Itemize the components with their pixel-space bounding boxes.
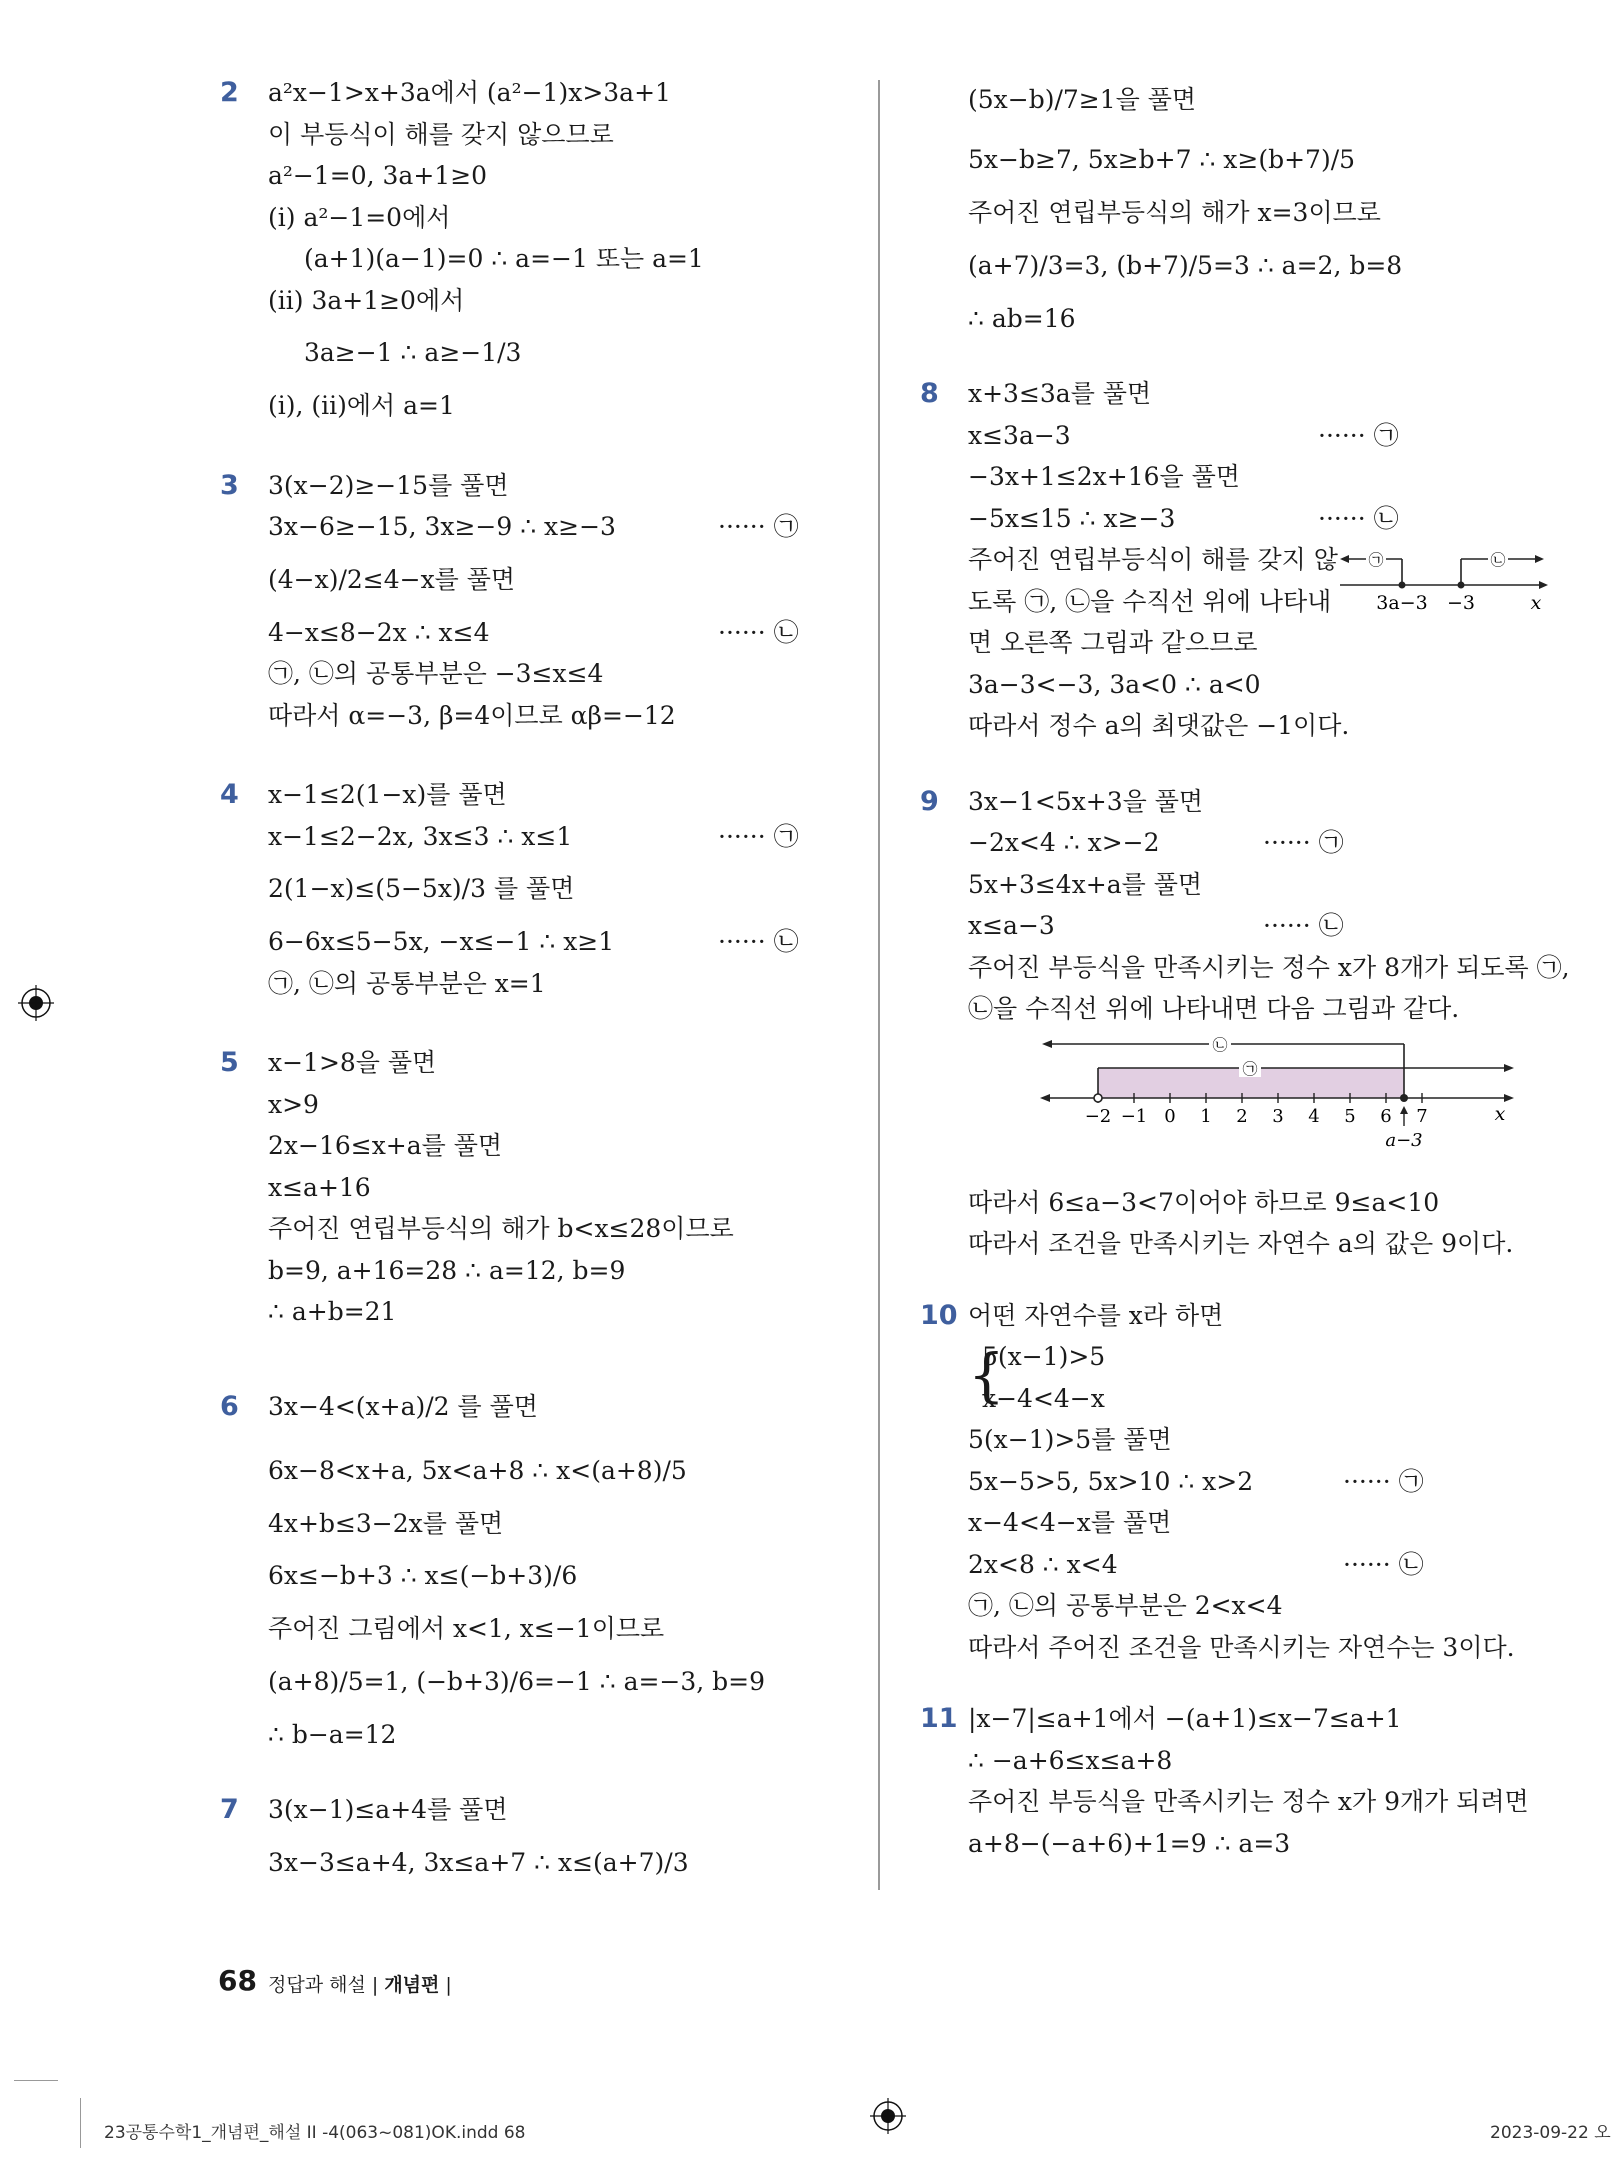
solution-line: 3x−3≤a+4, 3x≤a+7 ∴ x≤(a+7)/3 xyxy=(268,1847,689,1877)
endpoint xyxy=(1399,582,1406,589)
problem-2 xyxy=(218,72,858,427)
solution-line: 3(x−2)≥−15를 풀면 xyxy=(268,470,509,500)
solution-line: x≤a+16 xyxy=(268,1172,371,1202)
footer-separator: | xyxy=(371,1974,379,1996)
print-date: 2023-09-22 오 xyxy=(1490,2123,1611,2143)
solution-line: 어떤 자연수를 x라 하면 xyxy=(968,1300,1224,1330)
problem-7 xyxy=(218,1789,858,1895)
range-2-arrow xyxy=(1535,555,1544,563)
equation-marker: ······ ㉠ xyxy=(1318,420,1399,450)
number-line-9 xyxy=(1038,1036,1538,1174)
solution-line: 도록 ㉠, ㉡을 수직선 위에 나타내 xyxy=(968,586,1332,616)
solution-line: 4−x≤8−2x ∴ x≤4 xyxy=(268,617,490,647)
solution-line: −5x≤15 ∴ x≥−3 xyxy=(968,503,1176,533)
footer-separator: | xyxy=(445,1974,452,1996)
axis-arrow-left xyxy=(1040,1094,1050,1102)
trim-mark xyxy=(14,2080,58,2081)
pointer-arrow xyxy=(1400,1106,1408,1114)
range-1-arrow xyxy=(1340,555,1349,563)
equation-marker: ······ ㉠ xyxy=(1263,828,1344,857)
tick-label: 1 xyxy=(1200,1105,1212,1127)
right-column xyxy=(918,72,1570,1864)
solution-line: 3x−1<5x+3을 풀면 xyxy=(968,786,1204,816)
footer-section: 정답과 해설 xyxy=(268,1974,366,1996)
solution-line: 따라서 α=−3, β=4이므로 αβ=−12 xyxy=(268,700,676,730)
solution-line: (a+8)/5=1, (−b+3)/6=−1 ∴ a=−3, b=9 xyxy=(268,1666,766,1696)
solution-line: 따라서 주어진 조건을 만족시키는 자연수는 3이다. xyxy=(968,1632,1515,1662)
solution-line: 5x−b≥7, 5x≥b+7 ∴ x≥(b+7)/5 xyxy=(968,145,1356,174)
problem-10 xyxy=(918,1295,1558,1669)
solution-line: 5x+3≤4x+a를 풀면 xyxy=(968,869,1203,899)
solution-line: 6−6x≤5−5x, −x≤−1 ∴ x≥1 xyxy=(268,927,615,956)
solution-line: 2(1−x)≤(5−5x)/3 를 풀면 xyxy=(268,874,575,903)
solution-line: (ⅰ), (ⅱ)에서 a=1 xyxy=(268,391,455,420)
solution-line: 6x−8<x+a, 5x<a+8 ∴ x<(a+8)/5 xyxy=(268,1455,687,1485)
solution-line: 6x≤−b+3 ∴ x≤(−b+3)/6 xyxy=(268,1561,578,1590)
equation-marker: ······ ㉡ xyxy=(718,617,799,647)
column-divider xyxy=(878,80,880,1890)
running-footer xyxy=(268,1970,452,1997)
solution-line: −3x+1≤2x+16을 풀면 xyxy=(968,462,1240,491)
problem-8 xyxy=(918,373,1558,747)
problem-9 xyxy=(918,781,1570,1265)
solution-line: 이 부등식이 해를 갖지 않으므로 xyxy=(268,119,614,149)
system-of-inequalities xyxy=(968,1336,1558,1419)
solution-line: 5(x−1)>5 xyxy=(982,1342,1106,1371)
solution-line: ∴ ab=16 xyxy=(968,303,1076,333)
tag-2: ㉡ xyxy=(1490,551,1506,569)
registration-mark-icon xyxy=(870,2098,906,2134)
tick-label: −2 xyxy=(1084,1105,1112,1127)
solution-line: (a+7)/3=3, (b+7)/5=3 ∴ a=2, b=8 xyxy=(968,250,1403,280)
solution-line: 주어진 연립부등식이 해를 갖지 않 xyxy=(968,545,1338,574)
solution-line: 5x−5>5, 5x>10 ∴ x>2 xyxy=(968,1466,1254,1496)
tick-label: 7 xyxy=(1416,1105,1428,1127)
solution-line: 주어진 연립부등식의 해가 b<x≤28이므로 xyxy=(268,1214,734,1243)
problem-number: 9 xyxy=(920,785,939,817)
solution-line: 3x−6≥−15, 3x≥−9 ∴ x≥−3 xyxy=(268,512,616,541)
print-slug: 23공통수학1_개념편_해설 II -4(063~081)OK.indd 68 xyxy=(104,2123,526,2143)
tick-label: 5 xyxy=(1344,1105,1356,1127)
solution-line: 4x+b≤3−2x를 풀면 xyxy=(268,1508,504,1538)
solution-line: x−1>8을 풀면 xyxy=(268,1048,437,1077)
solution-line: x−4<4−x xyxy=(982,1383,1105,1413)
equation-marker: ······ ㉡ xyxy=(1263,911,1344,940)
range-b-arrow xyxy=(1042,1040,1052,1048)
equation-marker: ······ ㉡ xyxy=(1318,503,1399,533)
tag-b: ㉡ xyxy=(1212,1035,1228,1054)
left-column xyxy=(218,72,858,1895)
problem-number: 11 xyxy=(920,1703,958,1734)
solution-line: 3x−4<(x+a)/2 를 풀면 xyxy=(268,1391,538,1421)
solution-line: x+3≤3a를 풀면 xyxy=(968,379,1152,408)
solution-line: a+8−(−a+6)+1=9 ∴ a=3 xyxy=(968,1828,1291,1858)
axis-label-x: x xyxy=(1530,592,1542,614)
tick-label: 3 xyxy=(1272,1105,1284,1127)
problem-number: 2 xyxy=(220,77,239,108)
solution-line: |x−7|≤a+1에서 −(a+1)≤x−7≤a+1 xyxy=(968,1704,1402,1733)
equation-marker: ······ ㉠ xyxy=(718,821,799,851)
solution-line: 3a≥−1 ∴ a≥−1/3 xyxy=(304,338,522,367)
tick-label: 4 xyxy=(1308,1105,1320,1127)
tick-label: 0 xyxy=(1164,1105,1176,1127)
problem-3 xyxy=(218,465,858,737)
closed-endpoint xyxy=(1400,1094,1408,1102)
brace: { xyxy=(968,1341,1005,1409)
problem-number: 5 xyxy=(220,1047,239,1078)
tick-label: 2 xyxy=(1236,1105,1248,1127)
solution-line: (ⅱ) 3a+1≥0에서 xyxy=(268,285,465,315)
solution-line: ∴ b−a=12 xyxy=(268,1719,397,1749)
trim-mark xyxy=(80,2098,81,2148)
solution-line: 따라서 조건을 만족시키는 자연수 a의 값은 9이다. xyxy=(968,1229,1514,1258)
problem-7-continued xyxy=(918,72,1558,339)
solution-line: ∴ −a+6≤x≤a+8 xyxy=(968,1745,1173,1775)
solution-line: 따라서 정수 a의 최댓값은 −1이다. xyxy=(968,711,1350,740)
solution-line: 면 오른쪽 그림과 같으므로 xyxy=(968,628,1258,657)
solution-line: (5x−b)/7≥1을 풀면 xyxy=(968,85,1197,114)
open-endpoint xyxy=(1094,1094,1102,1102)
solution-line: 3(x−1)≤a+4를 풀면 xyxy=(268,1795,508,1824)
problem-number: 4 xyxy=(220,779,239,810)
problem-6 xyxy=(218,1375,858,1756)
solution-line: 따라서 6≤a−3<7이어야 하므로 9≤a<10 xyxy=(968,1187,1440,1217)
solution-line: 5(x−1)>5를 풀면 xyxy=(968,1425,1172,1454)
problem-4 xyxy=(218,774,858,1004)
problem-number: 6 xyxy=(220,1390,239,1422)
problem-number: 3 xyxy=(220,469,239,501)
solution-line: 2x−16≤x+a를 풀면 xyxy=(268,1131,503,1160)
page-number: 68 xyxy=(218,1964,257,1997)
footer-part: 개념편 xyxy=(384,1974,440,1996)
equation-marker: ······ ㉠ xyxy=(1343,1466,1424,1496)
number-line-8 xyxy=(1338,549,1550,615)
problem-11 xyxy=(918,1698,1558,1864)
solution-line: b=9, a+16=28 ∴ a=12, b=9 xyxy=(268,1255,626,1285)
solution-line: ㉠, ㉡의 공통부분은 x=1 xyxy=(268,968,546,998)
tick-label: 6 xyxy=(1380,1105,1392,1127)
solution-line: ㉡을 수직선 위에 나타내면 다음 그림과 같다. xyxy=(968,994,1460,1023)
endpoint xyxy=(1458,582,1465,589)
solution-line: 주어진 부등식을 만족시키는 정수 x가 9개가 되려면 xyxy=(968,1787,1529,1816)
axis-arrow xyxy=(1539,581,1548,589)
equation-marker: ······ ㉡ xyxy=(1343,1549,1424,1579)
registration-mark-icon xyxy=(18,985,54,1021)
solution-line: 3a−3<−3, 3a<0 ∴ a<0 xyxy=(968,669,1261,699)
solution-line: a²x−1>x+3a에서 (a²−1)x>3a+1 xyxy=(268,78,671,107)
solution-line: a²−1=0, 3a+1≥0 xyxy=(268,161,488,190)
axis-arrow xyxy=(1504,1094,1514,1102)
solution-line: ㉠, ㉡의 공통부분은 2<x<4 xyxy=(968,1591,1283,1620)
solution-line: 주어진 연립부등식의 해가 x=3이므로 xyxy=(968,198,1381,227)
label-3a-3: 3a−3 xyxy=(1376,592,1428,614)
equation-marker: ······ ㉡ xyxy=(718,927,799,956)
solution-line: 주어진 부등식을 만족시키는 정수 x가 8개가 되도록 ㉠, xyxy=(968,952,1570,982)
tick-label: −1 xyxy=(1120,1105,1148,1127)
range-a-arrow xyxy=(1504,1064,1514,1072)
problem-5 xyxy=(218,1042,858,1333)
solution-line: (ⅰ) a²−1=0에서 xyxy=(268,202,451,232)
tag-1: ㉠ xyxy=(1368,551,1384,569)
solution-line: 주어진 그림에서 x<1, x≤−1이므로 xyxy=(268,1614,665,1643)
solution-line: x−1≤2(1−x)를 풀면 xyxy=(268,780,507,809)
solution-line: −2x<4 ∴ x>−2 xyxy=(968,828,1160,857)
axis-label-x: x xyxy=(1494,1102,1506,1125)
equation-marker: ······ ㉠ xyxy=(718,512,799,541)
solution-line: (a+1)(a−1)=0 ∴ a=−1 또는 a=1 xyxy=(304,244,704,273)
solution-line: ㉠, ㉡의 공통부분은 −3≤x≤4 xyxy=(268,659,604,688)
problem-number: 10 xyxy=(920,1299,958,1331)
solution-line: x≤a−3 xyxy=(968,911,1055,940)
problem-number: 7 xyxy=(220,1794,239,1825)
pointer-label: a−3 xyxy=(1385,1129,1423,1151)
solution-line: x−4<4−x를 풀면 xyxy=(968,1508,1172,1537)
solution-line: 2x<8 ∴ x<4 xyxy=(968,1549,1118,1579)
label-minus-3: −3 xyxy=(1446,592,1476,614)
solution-line: x>9 xyxy=(268,1089,319,1119)
solution-line: ∴ a+b=21 xyxy=(268,1297,397,1326)
problem-number: 8 xyxy=(920,378,939,409)
solution-line: x≤3a−3 xyxy=(968,420,1071,450)
solution-line: (4−x)/2≤4−x를 풀면 xyxy=(268,564,516,594)
solution-line: x−1≤2−2x, 3x≤3 ∴ x≤1 xyxy=(268,821,573,851)
tag-a: ㉠ xyxy=(1242,1059,1258,1078)
